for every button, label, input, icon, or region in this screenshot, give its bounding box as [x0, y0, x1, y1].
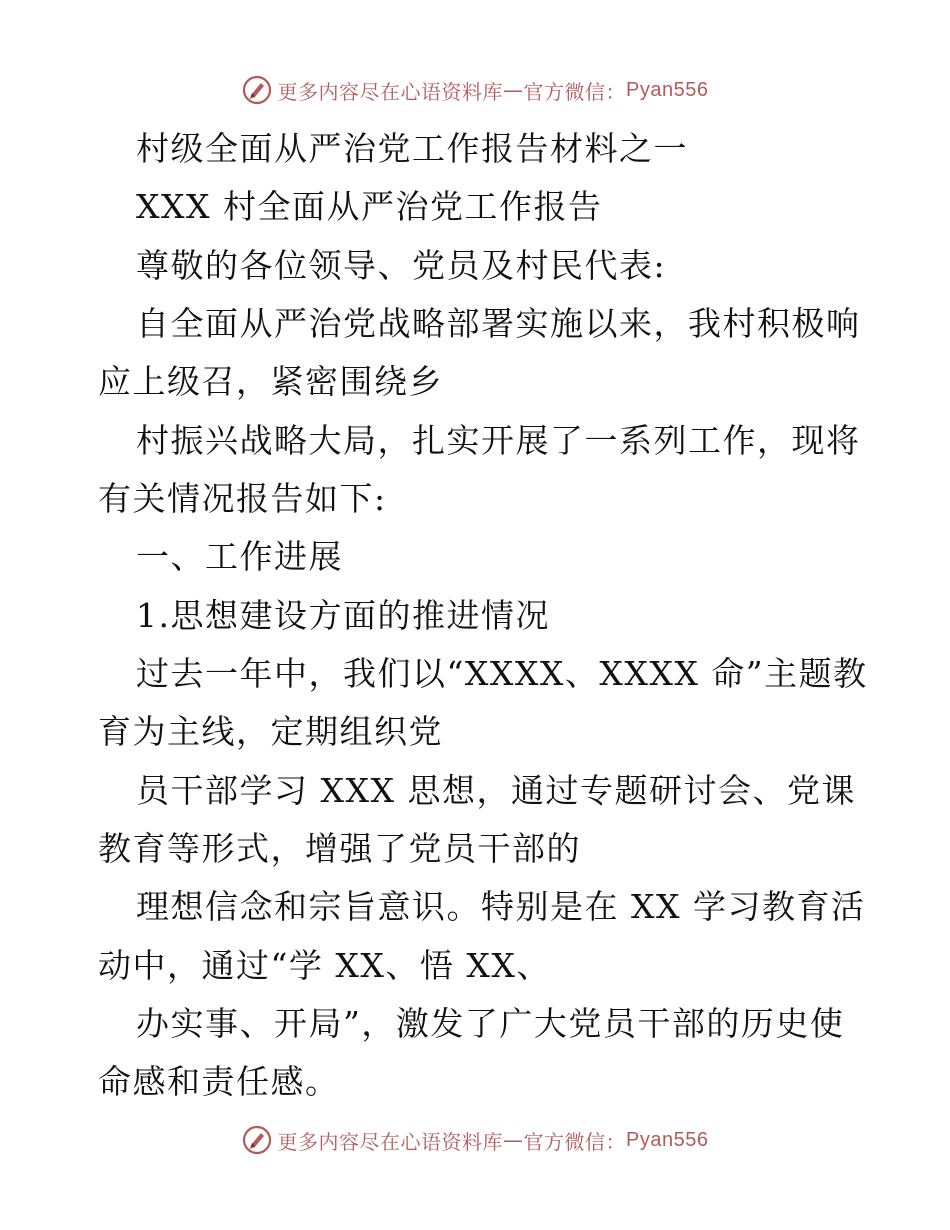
paragraph-line: 办实事、开局”，激发了广大党员干部的历史使 [136, 1004, 845, 1043]
watermark-wechat-id: Pyan556 [626, 1128, 709, 1151]
paragraph-line: 育为主线，定期组织党 [98, 712, 443, 751]
watermark-footer [0, 1120, 950, 1160]
paragraph-line: 动中，通过“学 XX、悟 XX、 [98, 946, 551, 985]
document-title: 村级全面从严治党工作报告材料之一 [136, 129, 688, 168]
logo-icon [242, 75, 272, 105]
paragraph-line: 教育等形式，增强了党员干部的 [98, 829, 581, 868]
watermark-separator: — [503, 1128, 524, 1152]
salutation: 尊敬的各位领导、党员及村民代表: [136, 246, 667, 285]
watermark-wechat-label: 官方微信： [523, 1129, 627, 1154]
watermark-separator: — [503, 78, 524, 102]
watermark-wechat-label: 官方微信： [523, 79, 627, 104]
logo-icon [242, 1125, 272, 1155]
paragraph-line: 自全面从严治党战略部署实施以来，我村积极响 [136, 304, 861, 343]
paragraph-line: 理想信念和宗旨意识。特别是在 XX 学习教育活 [136, 887, 866, 926]
subsection-heading: 1.思想建设方面的推进情况 [136, 596, 550, 635]
watermark-header [0, 70, 950, 110]
watermark-wechat-id: Pyan556 [626, 78, 709, 101]
section-heading: 一、工作进展 [136, 537, 343, 576]
paragraph-line: 过去一年中，我们以“XXXX、XXXX 命”主题教 [136, 654, 868, 693]
paragraph-line: 有关情况报告如下: [98, 479, 387, 518]
paragraph-line: 命感和责任感。 [98, 1062, 340, 1101]
paragraph-line: 应上级召，紧密围绕乡 [98, 362, 443, 401]
watermark-text: 更多内容尽在心语资料库 [277, 1129, 504, 1154]
watermark-text: 更多内容尽在心语资料库 [277, 79, 504, 104]
paragraph-line: 村振兴战略大局，扎实开展了一系列工作，现将 [136, 421, 861, 460]
document-subtitle: XXX 村全面从严治党工作报告 [136, 187, 603, 226]
paragraph-line: 员干部学习 XXX 思想，通过专题研讨会、党课 [136, 771, 856, 810]
